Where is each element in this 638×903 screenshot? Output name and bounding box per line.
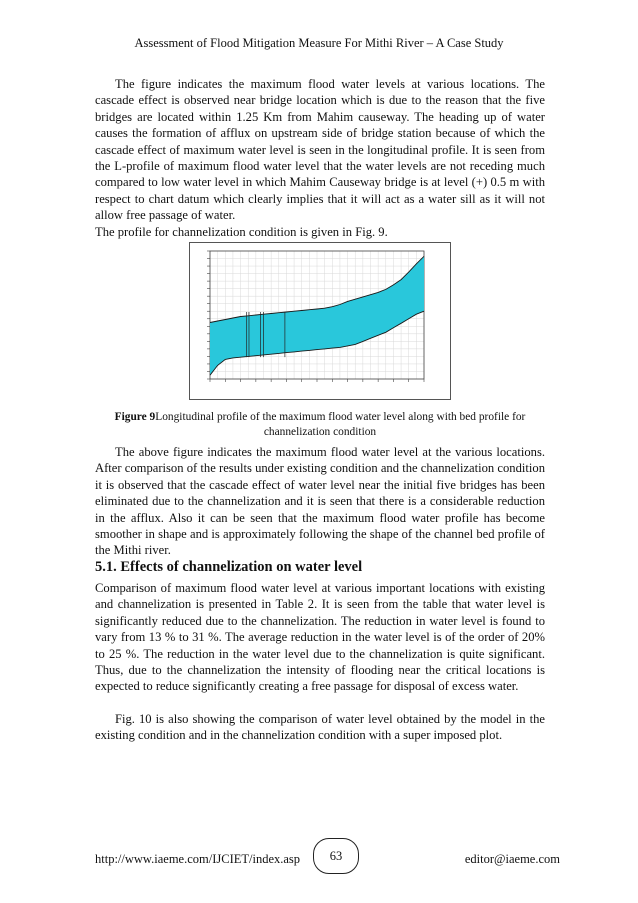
running-header: Assessment of Flood Mitigation Measure For Mithi River – A Case Study: [134, 36, 504, 50]
paragraph-1: The figure indicates the maximum flood water levels at various locations. The cascade effect is observed near bridge location which is due to the reason that the five bridges are located within 1.25 Km from Mahim causeway. The heading up of water causes the formation of afflux on upstream side of bridge station because of which the cascade effect of maximum water level is seen in the longitudinal profile. It is seen from the L-profile of maximum flood water level that the water levels are not receding much compared to low water level in which Mahim Causeway bridge is at level (+) 0.5 m with respect to chart datum which clearly implies that it will act as a water sill as it will not allow free passage of water.: [95, 77, 545, 223]
page-number: 63: [313, 838, 359, 874]
figure-9-chart: [189, 242, 451, 400]
footer-url[interactable]: http://www.iaeme.com/IJCIET/index.asp: [95, 852, 301, 866]
paragraph-2: The profile for channelization condition is given in Fig. 9.: [95, 225, 388, 239]
paragraph-4: Comparison of maximum flood water level at various important locations with existing and channelization is presented in Table 2. It is seen from the table that water level is significantly reduced due to the channelization. The reduction in water level is found to vary from 13 % to 31 %. The average reduction in the water level is of the order of 20% to 25 %. The reduction in the water level due to the channelization is quite significant. Thus, due to the channelization the intensity of flooding near the critical locations is expected to reduce significantly creating a free passage for disposal of excess water.: [95, 581, 545, 694]
figure-caption-text: Longitudinal profile of the maximum flood water level along with bed profile for channelization condition: [155, 411, 526, 438]
section-heading: 5.1. Effects of channelization on water level: [95, 559, 363, 575]
paragraph-3: The above figure indicates the maximum flood water level at the various locations. After comparison of the results under existing condition and the channelization condition it is observed that the cascade effect of water level near the initial five bridges has been eliminated due to the channelization and it is seen that there is a considerable reduction in the afflux. Also it can be seen that the maximum flood water profile has become smoother in shape and is approximately following the shape of the channel bed profile of the Mithi river.: [95, 445, 545, 558]
footer-email[interactable]: editor@iaeme.com: [464, 852, 560, 866]
figure-caption: [100, 410, 540, 439]
figure-label: Figure 9: [114, 411, 156, 423]
paragraph-5: Fig. 10 is also showing the comparison of water level obtained by the model in the existing condition and in the channelization condition with a super imposed plot.: [95, 712, 545, 743]
profile-chart-svg: [190, 243, 450, 399]
